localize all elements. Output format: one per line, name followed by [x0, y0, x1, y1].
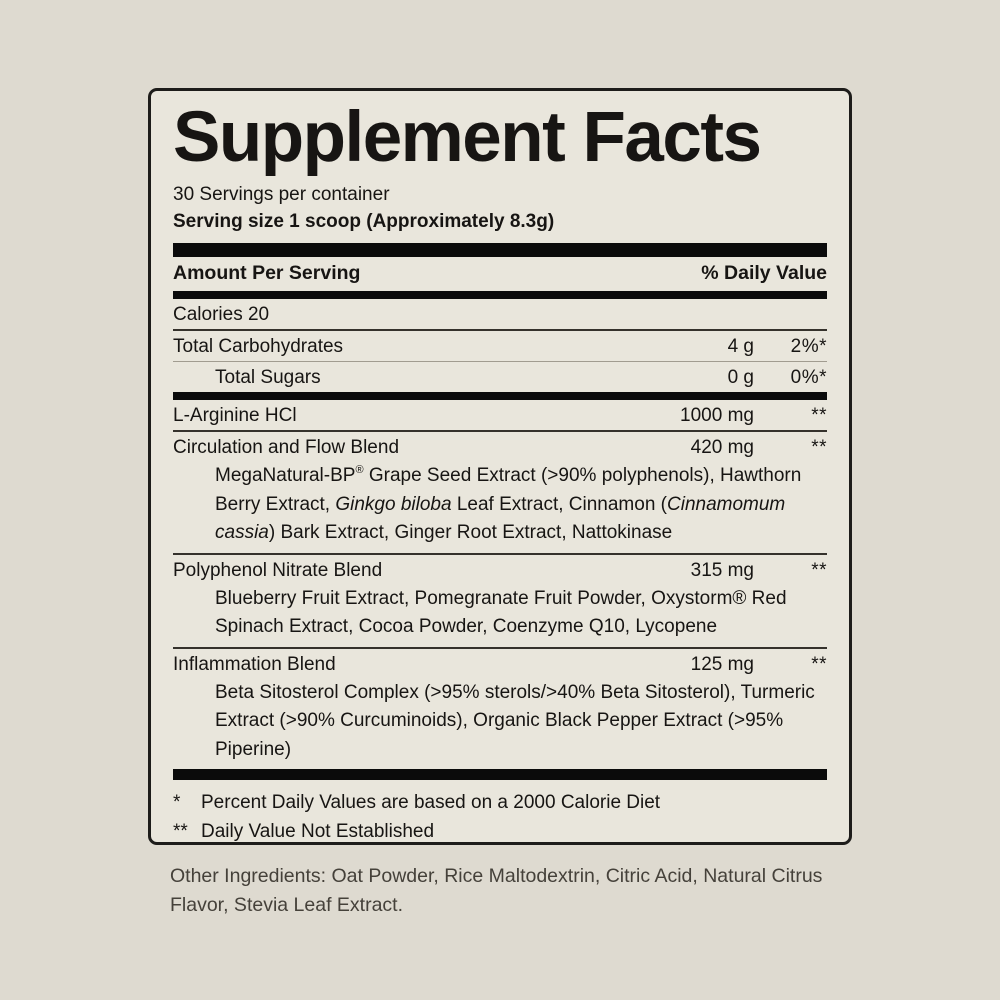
nutrient-row: [173, 432, 827, 553]
nutrient-row-main: [173, 649, 827, 679]
supplement-facts-panel: [148, 88, 852, 845]
serving-size: Serving size 1 scoop (Approximately 8.3g): [173, 211, 555, 232]
nutrient-row: [173, 362, 827, 392]
medium-divider-bar: [173, 291, 827, 299]
nutrient-name: Calories 20: [173, 304, 270, 325]
nutrient-row-main: [173, 299, 827, 329]
nutrient-name: Polyphenol Nitrate Blend: [173, 559, 383, 581]
nutrient-row: [173, 649, 827, 770]
nutrient-name: Total Sugars: [215, 367, 321, 388]
thick-divider-bar: [173, 243, 827, 257]
nutrient-name: L-Arginine HCl: [173, 405, 297, 426]
nutrient-amount: 420 mg: [690, 437, 754, 458]
nutrient-daily-value: **: [811, 437, 827, 458]
nutrient-amount: 4 g: [727, 336, 754, 357]
nutrient-row-main: [173, 362, 827, 392]
blend-ingredients: Beta Sitosterol Complex (>95% sterols/>40% Beta Sitosterol), Turmeric Extract (>90% Curcuminoids), Organic Black Pepper Extract (>95% Piperine): [215, 681, 815, 760]
footnote-marker: **: [173, 821, 188, 842]
nutrient-daily-value: 0%*: [790, 367, 827, 388]
nutrient-row: [173, 331, 827, 361]
nutrient-row: [173, 555, 827, 647]
footnote-row: [173, 817, 827, 845]
nutrient-row: [173, 299, 827, 329]
nutrient-daily-value: **: [811, 559, 827, 581]
footnote-text: Daily Value Not Established: [201, 821, 435, 842]
column-header-row: [173, 257, 827, 291]
nutrient-name: Inflammation Blend: [173, 653, 336, 675]
nutrient-name: Total Carbohydrates: [173, 336, 344, 357]
nutrient-amount: 315 mg: [690, 559, 754, 581]
footnote-text: Percent Daily Values are based on a 2000 Calorie Diet: [201, 792, 661, 813]
nutrient-amount: 125 mg: [690, 653, 754, 675]
row-divider: [173, 392, 827, 400]
nutrient-row: [173, 400, 827, 430]
nutrient-row-main: [173, 432, 827, 462]
blend-ingredients: MegaNatural-BP® Grape Seed Extract (>90% polyphenols), Hawthorn Berry Extract, Ginkgo biloba Leaf Extract, Cinnamon (Cinnamomum cassia) Bark Extract, Ginger Root Extract, Nattokinase: [215, 463, 802, 543]
nutrient-row-main: [173, 331, 827, 361]
daily-value-header: % Daily Value: [701, 262, 827, 284]
nutrient-daily-value: **: [811, 653, 827, 675]
footnote-marker: *: [173, 792, 181, 813]
amount-per-serving-header: Amount Per Serving: [173, 262, 361, 284]
nutrient-name: Circulation and Flow Blend: [173, 437, 400, 458]
footnotes: [173, 788, 827, 845]
other-ingredients: Other Ingredients: Oat Powder, Rice Maltodextrin, Citric Acid, Natural Citrus Flavor, Stevia Leaf Extract.: [170, 865, 823, 916]
nutrient-rows: [173, 299, 827, 780]
nutrient-daily-value: 2%*: [790, 336, 827, 357]
nutrient-amount: 1000 mg: [680, 405, 754, 426]
nutrient-amount: 0 g: [727, 367, 754, 388]
panel-title: Supplement Facts: [173, 98, 761, 177]
row-divider: [173, 769, 827, 780]
nutrient-daily-value: **: [811, 405, 827, 426]
footnote-row: [173, 788, 827, 817]
blend-ingredients: Blueberry Fruit Extract, Pomegranate Fruit Powder, Oxystorm® Red Spinach Extract, Cocoa Powder, Coenzyme Q10, Lycopene: [215, 587, 787, 637]
servings-per-container: 30 Servings per container: [173, 184, 390, 205]
nutrient-row-main: [173, 400, 827, 430]
nutrient-row-main: [173, 555, 827, 585]
